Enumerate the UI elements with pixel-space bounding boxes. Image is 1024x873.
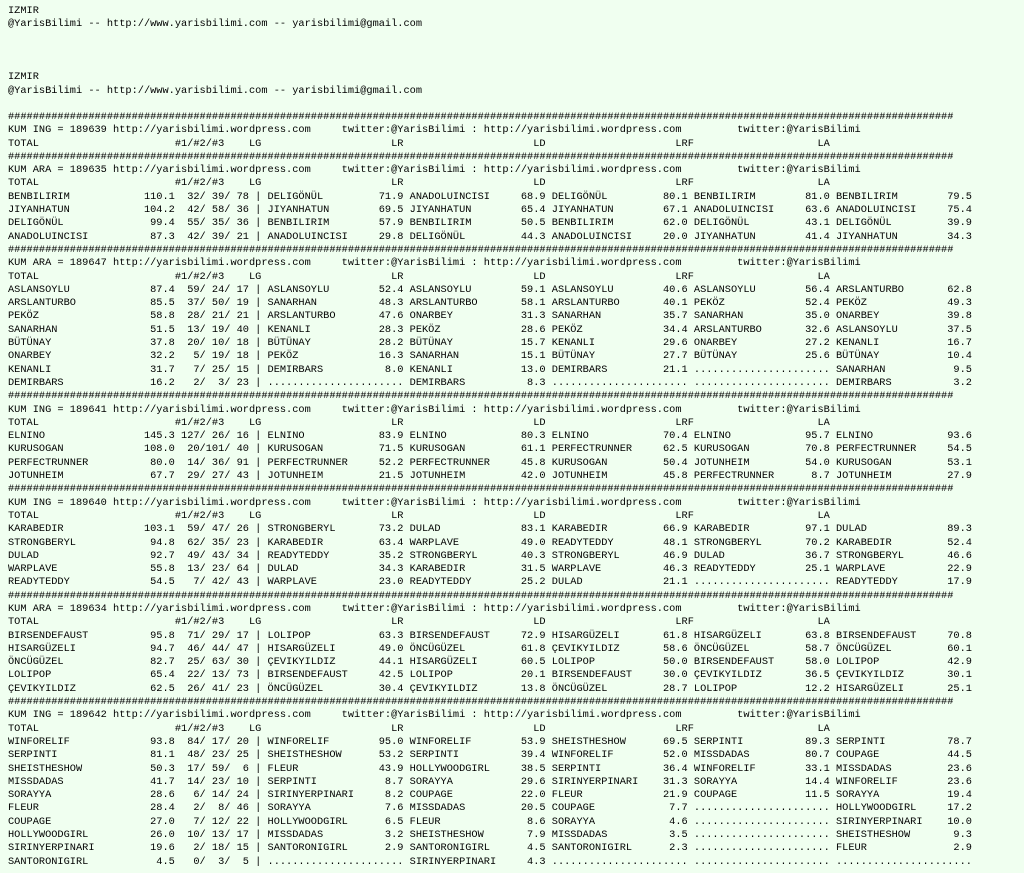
race-header: KUM ARA = 189634 http://yarisbilimi.wordpress.com twitter:@YarisBilimi : http://yarisbilimi.wordpress.com twitter:@YarisBilimi: [8, 602, 861, 615]
result-row: HISARGÜZELI 94.7 46/ 44/ 47 | HISARGÜZELI 49.0 ÖNCÜGÜZEL 61.8 ÇEVIKYILDIZ 58.6 ÖNCÜGÜZEL 58.7 ÖNCÜGÜZEL 60.1: [8, 642, 972, 655]
result-row: DEMIRBARS 16.2 2/ 3/ 23 | ...................... DEMIRBARS 8.3 ...................... ...................... DEMIRBARS 3.2: [8, 376, 972, 389]
result-row: BÜTÜNAY 37.8 20/ 10/ 18 | BÜTÜNAY 28.2 BÜTÜNAY 15.7 KENANLI 29.6 ONARBEY 27.2 KENANLI 16.7: [8, 337, 972, 350]
column-header: TOTAL #1/#2/#3 LG LR LD LRF LA: [8, 416, 830, 429]
result-row: SANTORONIGIRL 4.5 0/ 3/ 5 | ...................... SIRINYERPINARI 4.3 ...................... ...................... ......................: [8, 855, 972, 868]
result-row: ÇEVIKYILDIZ 62.5 26/ 41/ 23 | ÖNCÜGÜZEL 30.4 ÇEVIKYILDIZ 13.8 ÖNCÜGÜZEL 28.7 LOLIPOP 12.2 HISARGÜZELI 25.1: [8, 682, 972, 695]
column-header: TOTAL #1/#2/#3 LG LR LD LRF LA: [8, 137, 830, 150]
result-row: SORAYYA 28.6 6/ 14/ 24 | SIRINYERPINARI 8.2 COUPAGE 22.0 FLEUR 21.9 COUPAGE 11.5 SORAYYA 19.4: [8, 789, 972, 802]
race-header: KUM ING = 189642 http://yarisbilimi.wordpress.com twitter:@YarisBilimi : http://yarisbilimi.wordpress.com twitter:@YarisBilimi: [8, 709, 861, 722]
result-row: SHEISTHESHOW 50.3 17/ 59/ 6 | FLEUR 43.9 HOLLYWOODGIRL 38.5 SERPINTI 36.4 WINFORELIF 33.1 MISSDADAS 23.6: [8, 762, 972, 775]
result-row: FLEUR 28.4 2/ 8/ 46 | SORAYYA 7.6 MISSDADAS 20.5 COUPAGE 7.7 ...................... HOLLYWOODGIRL 17.2: [8, 802, 972, 815]
race-results-text: [8, 111, 972, 869]
city-title: IZMIR: [8, 5, 39, 17]
result-row: JIYANHATUN 104.2 42/ 58/ 36 | JIYANHATUN 69.5 JIYANHATUN 65.4 JIYANHATUN 67.1 ANADOLUINCISI 63.6 ANADOLUINCISI 75.4: [8, 204, 972, 217]
separator-line: #########################################################################################################################################################: [8, 390, 954, 403]
result-row: JOTUNHEIM 67.7 29/ 27/ 43 | JOTUNHEIM 21.5 JOTUNHEIM 42.0 JOTUNHEIM 45.8 PERFECTRUNNER 8.7 JOTUNHEIM 27.9: [8, 470, 972, 483]
separator-line: #########################################################################################################################################################: [8, 111, 954, 123]
race-header: KUM ARA = 189647 http://yarisbilimi.wordpress.com twitter:@YarisBilimi : http://yarisbilimi.wordpress.com twitter:@YarisBilimi: [8, 257, 861, 270]
race-header: KUM ARA = 189635 http://yarisbilimi.wordpress.com twitter:@YarisBilimi : http://yarisbilimi.wordpress.com twitter:@YarisBilimi: [8, 164, 861, 177]
column-header: TOTAL #1/#2/#3 LG LR LD LRF LA: [8, 270, 830, 283]
separator-line: #########################################################################################################################################################: [8, 150, 954, 163]
result-row: ARSLANTURBO 85.5 37/ 50/ 19 | SANARHAN 48.3 ARSLANTURBO 58.1 ARSLANTURBO 40.1 PEKÖZ 52.4 PEKÖZ 49.3: [8, 297, 972, 310]
race-header: KUM ING = 189639 http://yarisbilimi.wordpress.com twitter:@YarisBilimi : http://yarisbilimi.wordpress.com twitter:@YarisBilimi: [8, 124, 861, 137]
result-row: LOLIPOP 65.4 22/ 13/ 73 | BIRSENDEFAUST 42.5 LOLIPOP 20.1 BIRSENDEFAUST 30.0 ÇEVIKYILDIZ 36.5 ÇEVIKYILDIZ 30.1: [8, 669, 972, 682]
credit-line: @YarisBilimi -- http://www.yarisbilimi.com -- yarisbilimi@gmail.com: [8, 18, 423, 31]
result-row: SIRINYERPINARI 19.6 2/ 18/ 15 | SANTORONIGIRL 2.9 SANTORONIGIRL 4.5 SANTORONIGIRL 2.3 ...................... FLEUR 2.9: [8, 842, 972, 855]
result-row: KURUSOGAN 108.0 20/101/ 40 | KURUSOGAN 71.5 KURUSOGAN 61.1 PERFECTRUNNER 62.5 KURUSOGAN 70.8 PERFECTRUNNER 54.5: [8, 443, 972, 456]
column-header: TOTAL #1/#2/#3 LG LR LD LRF LA: [8, 177, 830, 190]
result-row: PERFECTRUNNER 80.0 14/ 36/ 91 | PERFECTRUNNER 52.2 PERFECTRUNNER 45.8 KURUSOGAN 50.4 JOTUNHEIM 54.0 KURUSOGAN 53.1: [8, 456, 972, 469]
result-row: ELNINO 145.3 127/ 26/ 16 | ELNINO 83.9 ELNINO 80.3 ELNINO 70.4 ELNINO 95.7 ELNINO 93.6: [8, 430, 972, 443]
column-header: TOTAL #1/#2/#3 LG LR LD LRF LA: [8, 509, 830, 522]
result-row: KENANLI 31.7 7/ 25/ 15 | DEMIRBARS 8.0 KENANLI 13.0 DEMIRBARS 21.1 ...................... SANARHAN 9.5: [8, 363, 972, 376]
result-row: COUPAGE 27.0 7/ 12/ 22 | HOLLYWOODGIRL 6.5 FLEUR 8.6 SORAYYA 4.6 ...................... SIRINYERPINARI 10.0: [8, 815, 972, 828]
result-row: ÖNCÜGÜZEL 82.7 25/ 63/ 30 | ÇEVIKYILDIZ 44.1 HISARGÜZELI 60.5 LOLIPOP 50.0 BIRSENDEFAUST 58.0 LOLIPOP 42.9: [8, 656, 972, 669]
result-row: MISSDADAS 41.7 14/ 23/ 10 | SERPINTI 8.7 SORAYYA 29.6 SIRINYERPINARI 31.3 SORAYYA 14.4 WINFORELIF 23.6: [8, 775, 972, 788]
result-row: WARPLAVE 55.8 13/ 23/ 64 | DULAD 34.3 KARABEDIR 31.5 WARPLAVE 46.3 READYTEDDY 25.1 WARPLAVE 22.9: [8, 563, 972, 576]
result-row: SANARHAN 51.5 13/ 19/ 40 | KENANLI 28.3 PEKÖZ 28.6 PEKÖZ 34.4 ARSLANTURBO 32.6 ASLANSOYLU 37.5: [8, 323, 972, 336]
result-row: KARABEDIR 103.1 59/ 47/ 26 | STRONGBERYL 73.2 DULAD 83.1 KARABEDIR 66.9 KARABEDIR 97.1 DULAD 89.3: [8, 523, 972, 536]
result-row: DULAD 92.7 49/ 43/ 34 | READYTEDDY 35.2 STRONGBERYL 40.3 STRONGBERYL 46.9 DULAD 36.7 STRONGBERYL 46.6: [8, 549, 972, 562]
credit-line: @YarisBilimi -- http://www.yarisbilimi.com -- yarisbilimi@gmail.com: [8, 84, 423, 97]
result-row: ASLANSOYLU 87.4 59/ 24/ 17 | ASLANSOYLU 52.4 ASLANSOYLU 59.1 ASLANSOYLU 40.6 ASLANSOYLU 56.4 ARSLANTURBO 62.8: [8, 283, 972, 296]
race-header: KUM ING = 189641 http://yarisbilimi.wordpress.com twitter:@YarisBilimi : http://yarisbilimi.wordpress.com twitter:@YarisBilimi: [8, 403, 861, 416]
separator-line: #########################################################################################################################################################: [8, 696, 954, 709]
result-row: READYTEDDY 54.5 7/ 42/ 43 | WARPLAVE 23.0 READYTEDDY 25.2 DULAD 21.1 ...................... READYTEDDY 17.9: [8, 576, 972, 589]
result-row: ONARBEY 32.2 5/ 19/ 18 | PEKÖZ 16.3 SANARHAN 15.1 BÜTÜNAY 27.7 BÜTÜNAY 25.6 BÜTÜNAY 10.4: [8, 350, 972, 363]
result-row: SERPINTI 81.1 48/ 23/ 25 | SHEISTHESHOW 53.2 SERPINTI 39.4 WINFORELIF 52.0 MISSDADAS 80.7 COUPAGE 44.5: [8, 749, 972, 762]
result-row: BIRSENDEFAUST 95.8 71/ 29/ 17 | LOLIPOP 63.3 BIRSENDEFAUST 72.9 HISARGÜZELI 61.8 HISARGÜZELI 63.8 BIRSENDEFAUST 70.8: [8, 629, 972, 642]
result-row: PEKÖZ 58.8 28/ 21/ 21 | ARSLANTURBO 47.6 ONARBEY 31.3 SANARHAN 35.7 SANARHAN 35.0 ONARBEY 39.8: [8, 310, 972, 323]
result-row: STRONGBERYL 94.8 62/ 35/ 23 | KARABEDIR 63.4 WARPLAVE 49.0 READYTEDDY 48.1 STRONGBERYL 70.2 KARABEDIR 52.4: [8, 536, 972, 549]
separator-line: #########################################################################################################################################################: [8, 243, 954, 256]
column-header: TOTAL #1/#2/#3 LG LR LD LRF LA: [8, 616, 830, 629]
separator-line: #########################################################################################################################################################: [8, 589, 954, 602]
result-row: DELIGÖNÜL 99.4 55/ 35/ 36 | BENBILIRIM 57.9 BENBILIRIM 50.5 BENBILIRIM 62.0 DELIGÖNÜL 43.1 DELIGÖNÜL 39.9: [8, 217, 972, 230]
page-header: [8, 5, 422, 98]
result-row: WINFORELIF 93.8 84/ 17/ 20 | WINFORELIF 95.0 WINFORELIF 53.9 SHEISTHESHOW 69.5 SERPINTI 89.3 SERPINTI 78.7: [8, 735, 972, 748]
separator-line: #########################################################################################################################################################: [8, 483, 954, 496]
column-header: TOTAL #1/#2/#3 LG LR LD LRF LA: [8, 722, 830, 735]
result-row: BENBILIRIM 110.1 32/ 39/ 78 | DELIGÖNÜL 71.9 ANADOLUINCISI 68.9 DELIGÖNÜL 80.1 BENBILIRIM 81.0 BENBILIRIM 79.5: [8, 190, 972, 203]
race-header: KUM ING = 189640 http://yarisbilimi.wordpress.com twitter:@YarisBilimi : http://yarisbilimi.wordpress.com twitter:@YarisBilimi: [8, 496, 861, 509]
result-row: HOLLYWOODGIRL 26.0 10/ 13/ 17 | MISSDADAS 3.2 SHEISTHESHOW 7.9 MISSDADAS 3.5 ...................... SHEISTHESHOW 9.3: [8, 829, 972, 842]
city-title: IZMIR: [8, 71, 39, 84]
result-row: ANADOLUINCISI 87.3 42/ 39/ 21 | ANADOLUINCISI 29.8 DELIGÖNÜL 44.3 ANADOLUINCISI 20.0 JIYANHATUN 41.4 JIYANHATUN 34.3: [8, 230, 972, 243]
